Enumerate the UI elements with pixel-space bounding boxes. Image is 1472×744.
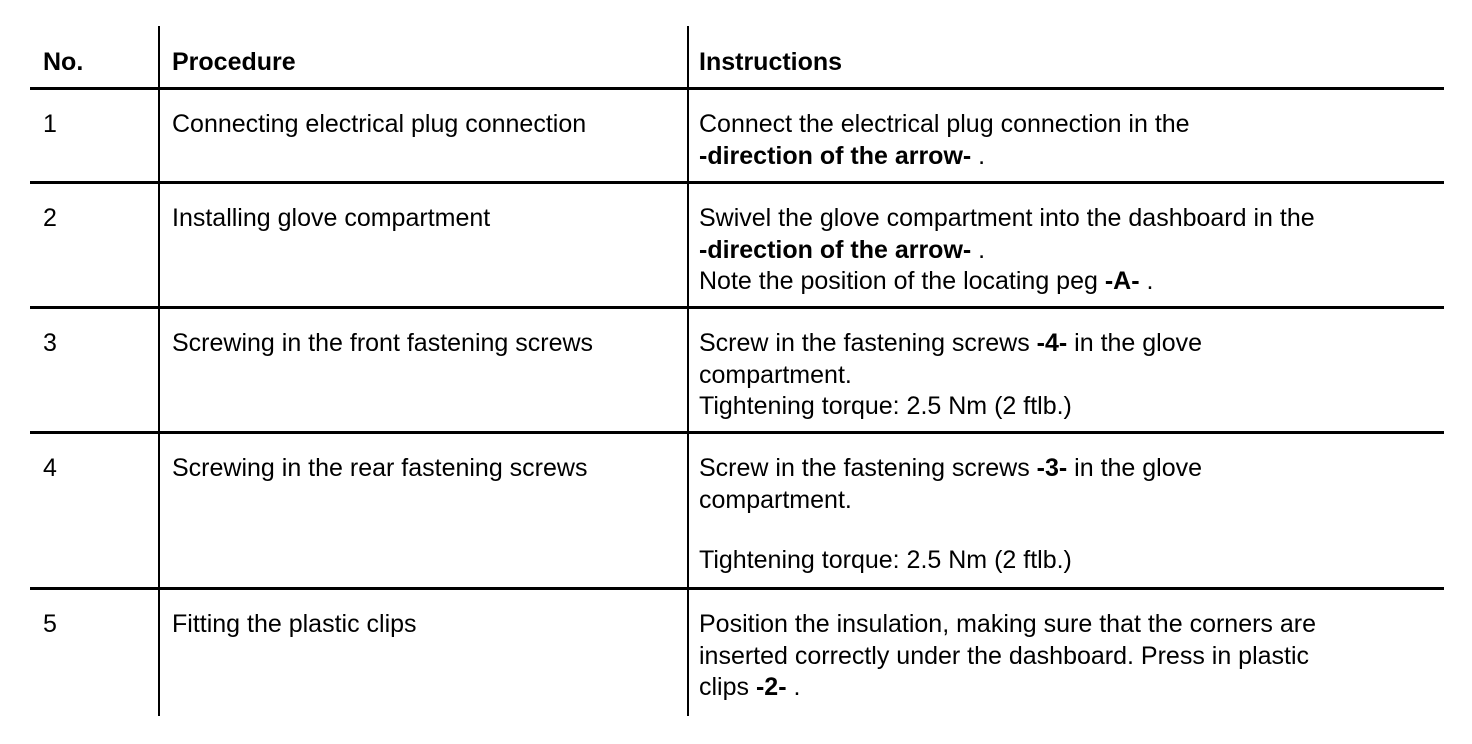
column-divider-1 bbox=[158, 26, 160, 716]
torque-spec: Tightening torque: 2.5 Nm (2 ftlb.) bbox=[699, 392, 1072, 420]
instruction-line: compartment. bbox=[699, 486, 852, 514]
instruction-tail: in the glove bbox=[1067, 329, 1203, 357]
instruction-text: Screw in the fastening screws bbox=[699, 329, 1037, 357]
instruction-text: clips bbox=[699, 673, 756, 701]
instruction-text: Note the position of the locating peg bbox=[699, 267, 1105, 295]
instruction-line bbox=[699, 672, 800, 703]
row-number: 3 bbox=[43, 329, 57, 357]
arrow-reference: -direction of the arrow- bbox=[699, 236, 972, 264]
row-rule-4 bbox=[30, 587, 1444, 590]
instruction-tail: . bbox=[786, 673, 801, 701]
header-instructions: Instructions bbox=[699, 48, 843, 76]
row-number: 1 bbox=[43, 110, 57, 138]
procedure-text: Screwing in the rear fastening screws bbox=[172, 454, 588, 482]
instruction-line bbox=[699, 141, 985, 172]
instruction-text: Screw in the fastening screws bbox=[699, 454, 1037, 482]
procedure-text: Connecting electrical plug connection bbox=[172, 110, 587, 138]
part-reference: -2- bbox=[755, 673, 787, 701]
header-rule bbox=[30, 87, 1444, 90]
instruction-tail: . bbox=[1139, 267, 1154, 295]
procedure-table bbox=[30, 26, 1444, 716]
instruction-line bbox=[699, 453, 1202, 484]
instruction-tail: . bbox=[971, 142, 986, 170]
instruction-line: Swivel the glove compartment into the dashboard in the bbox=[699, 204, 1315, 232]
instruction-line bbox=[699, 328, 1202, 359]
instruction-tail: . bbox=[971, 236, 986, 264]
header-procedure: Procedure bbox=[172, 48, 296, 76]
row-rule-1 bbox=[30, 181, 1444, 184]
procedure-text: Screwing in the front fastening screws bbox=[172, 329, 594, 357]
instruction-line: inserted correctly under the dashboard. Press in plastic bbox=[699, 642, 1310, 670]
torque-spec: Tightening torque: 2.5 Nm (2 ftlb.) bbox=[699, 546, 1072, 574]
procedure-text: Fitting the plastic clips bbox=[172, 610, 417, 638]
instruction-line: Position the insulation, making sure that the corners are bbox=[699, 610, 1317, 638]
row-number: 5 bbox=[43, 610, 57, 638]
procedure-text: Installing glove compartment bbox=[172, 204, 491, 232]
row-rule-2 bbox=[30, 306, 1444, 309]
row-number: 4 bbox=[43, 454, 57, 482]
instruction-line bbox=[699, 266, 1153, 297]
instruction-tail: in the glove bbox=[1067, 454, 1203, 482]
row-number: 2 bbox=[43, 204, 57, 232]
column-divider-2 bbox=[687, 26, 689, 716]
instruction-line bbox=[699, 235, 985, 266]
instruction-line: compartment. bbox=[699, 361, 852, 389]
part-reference: -3- bbox=[1036, 454, 1068, 482]
part-reference: -4- bbox=[1036, 329, 1068, 357]
instruction-line: Connect the electrical plug connection in the bbox=[699, 110, 1190, 138]
arrow-reference: -direction of the arrow- bbox=[699, 142, 972, 170]
row-rule-3 bbox=[30, 431, 1444, 434]
part-reference: -A- bbox=[1104, 267, 1140, 295]
header-no: No. bbox=[43, 48, 84, 76]
